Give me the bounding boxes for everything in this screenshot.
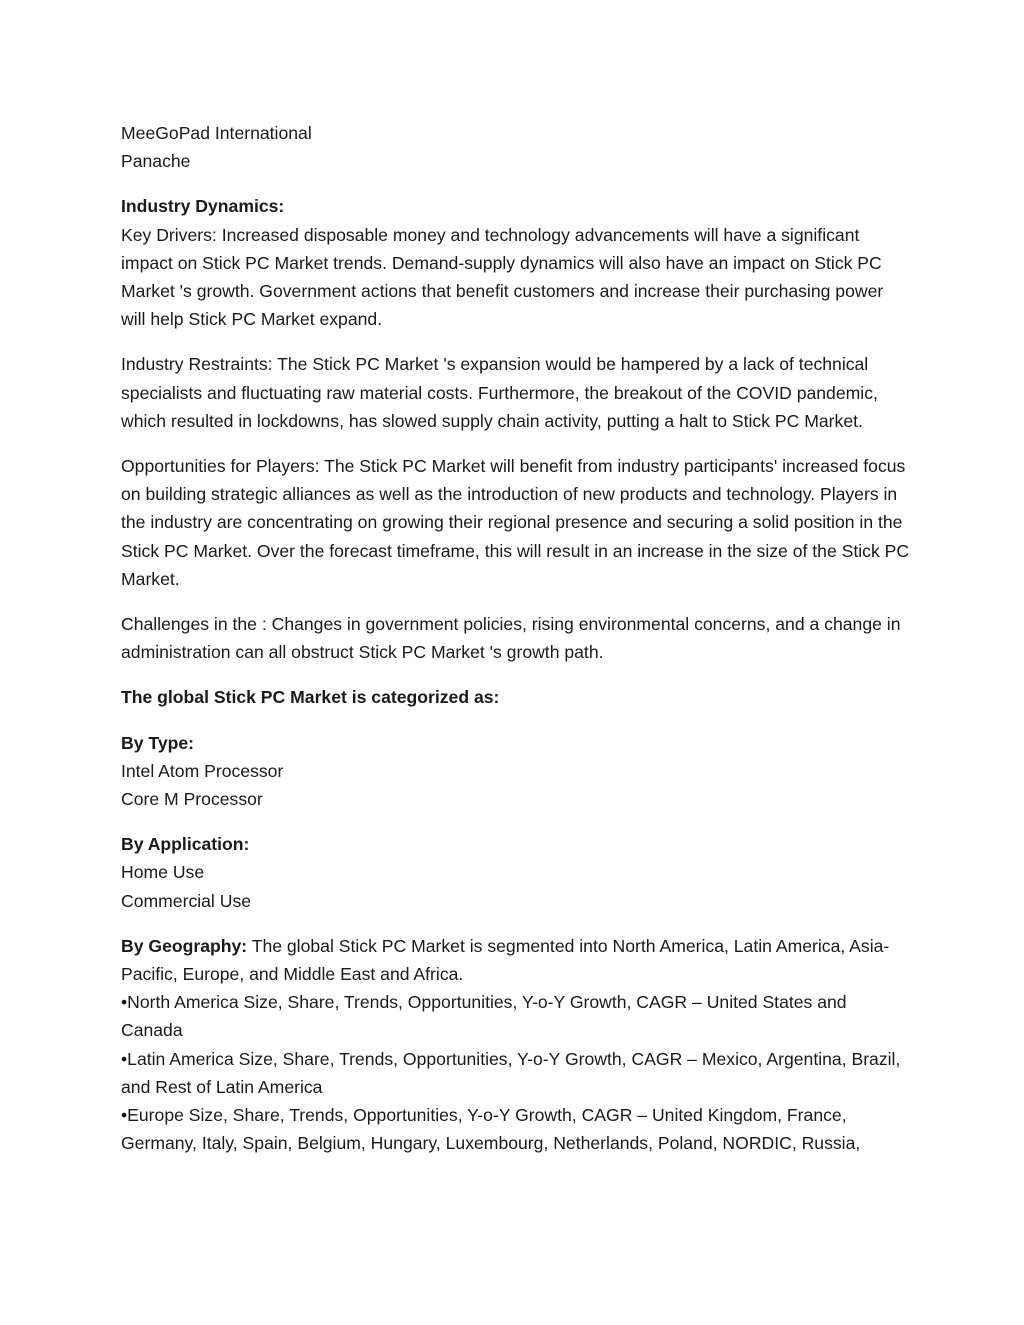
challenges-paragraph: Challenges in the : Changes in government policies, rising environmental concerns, and a change in administration can all obstruct Stick PC Market 's growth path. bbox=[121, 614, 901, 663]
list-item: Intel Atom Processor bbox=[121, 760, 284, 781]
opportunities-paragraph: Opportunities for Players: The Stick PC Market will benefit from industry participants' increased focus on building strategic alliances as well as the introduction of new products and technology. Players in the industry are concentrating on growing their regional presence and securing a solid position in the Stick PC Market. Over the forecast timeframe, this will result in an increase in the size of the Stick PC Market. bbox=[121, 456, 910, 589]
list-item: Commercial Use bbox=[121, 890, 252, 911]
list-item: Core M Processor bbox=[121, 789, 263, 810]
categorized-section bbox=[121, 683, 911, 711]
company-list bbox=[121, 119, 911, 175]
geography-intro-text: The global Stick PC Market is segmented into North America, Latin America, Asia-Pacific, Europe, and Middle East and Africa. bbox=[121, 935, 890, 985]
restraints-paragraph: Industry Restraints: The Stick PC Market 's expansion would be hampered by a lack of technical specialists and fluctuating raw material costs. Furthermore, the breakout of the COVID pandemic, which resulted in lockdowns, has slowed supply chain activity, putting a halt to Stick PC Market. bbox=[121, 354, 878, 431]
restraints-section bbox=[121, 350, 911, 435]
section-heading: The global Stick PC Market is categorized as: bbox=[121, 687, 500, 708]
geography-intro bbox=[121, 932, 911, 988]
key-drivers-paragraph: Key Drivers: Increased disposable money and technology advancements will have a significant impact on Stick PC Market trends. Demand-supply dynamics will also have an impact on Stick PC Market 's growth. Government actions that benefit customers and increase their purchasing power will help Stick PC Market expand. bbox=[121, 224, 884, 330]
by-geography-section bbox=[121, 932, 911, 1158]
industry-dynamics-section bbox=[121, 192, 911, 333]
challenges-section bbox=[121, 610, 911, 666]
list-item: Home Use bbox=[121, 862, 205, 883]
section-heading: By Type: bbox=[121, 732, 194, 753]
section-heading: By Geography: bbox=[121, 935, 248, 956]
company-name: Panache bbox=[121, 151, 191, 172]
list-item: •Latin America Size, Share, Trends, Opportunities, Y-o-Y Growth, CAGR – Mexico, Argentina, Brazil, and Rest of Latin America bbox=[121, 1048, 901, 1097]
list-item: •Europe Size, Share, Trends, Opportunities, Y-o-Y Growth, CAGR – United Kingdom, France, Germany, Italy, Spain, Belgium, Hungary, Luxembourg, Netherlands, Poland, NORDIC, Russia, bbox=[121, 1105, 861, 1154]
section-heading: Industry Dynamics: bbox=[121, 196, 285, 217]
company-name: MeeGoPad International bbox=[121, 123, 312, 143]
document-page bbox=[121, 119, 911, 1175]
list-item: •North America Size, Share, Trends, Opportunities, Y-o-Y Growth, CAGR – United States and Canada bbox=[121, 992, 847, 1041]
by-type-section bbox=[121, 729, 911, 814]
by-application-section bbox=[121, 830, 911, 915]
section-heading: By Application: bbox=[121, 834, 250, 855]
opportunities-section bbox=[121, 452, 911, 593]
